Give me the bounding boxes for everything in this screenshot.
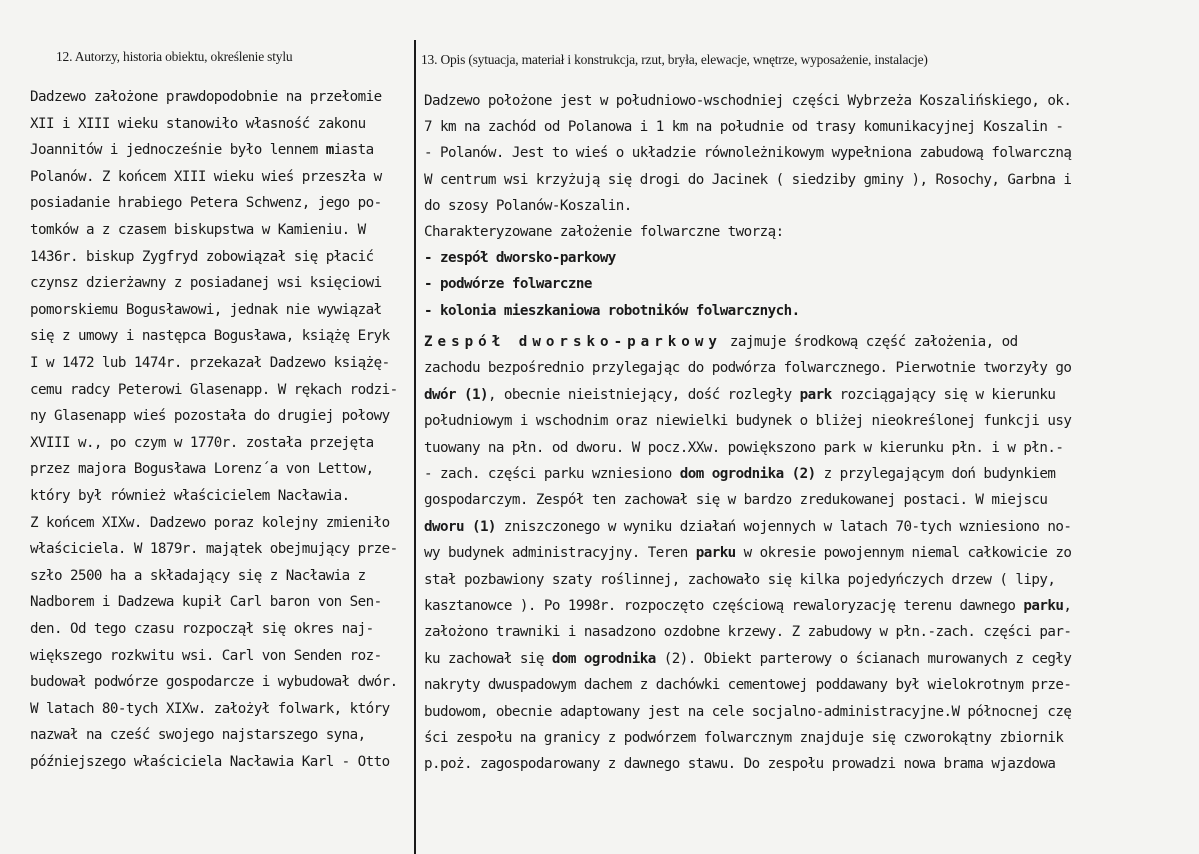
text-run: większego rozkwitu wsi. Carl von Senden roz- xyxy=(30,647,382,664)
text-line xyxy=(424,250,616,266)
text-run: czynsz dzierżawny z posiadanej wsi księciowi xyxy=(30,275,382,292)
text-line xyxy=(424,545,1071,561)
text-run: 7 km na zachód od Polanowa i 1 km na południe od trasy komunikacyjnej Koszalin - xyxy=(424,119,1064,136)
text-run: 1436r. biskup Zygfryd zobowiązał się płacić xyxy=(30,248,374,265)
text-run: XII i XIII wieku stanowiło własność zakonu xyxy=(30,115,366,132)
text-line xyxy=(424,119,1063,135)
text-run: szło 2500 ha a składający się z Nacławia z xyxy=(30,567,366,584)
text-line xyxy=(424,440,1063,456)
text-run: , xyxy=(1063,598,1072,614)
bold-text: - podwórze folwarczne xyxy=(424,276,592,293)
text-line xyxy=(424,93,1071,109)
text-run: gospodarczym. Zespół ten zachował się w bardzo zredukowanej postaci. W miejscu xyxy=(424,492,1048,509)
text-line xyxy=(424,145,1071,161)
text-line xyxy=(424,677,1071,693)
text-run: XVIII w., po czym w 1770r. została przejęta xyxy=(30,434,374,451)
text-line xyxy=(424,598,1071,614)
text-line xyxy=(30,435,374,451)
text-line xyxy=(30,541,398,557)
text-line xyxy=(30,701,390,717)
text-line xyxy=(424,172,1071,188)
text-line xyxy=(30,754,390,770)
text-run: Joannitów i jednocześnie było lennem xyxy=(30,142,326,159)
text-run: późniejszego właściciela Nacławia Karl - Otto xyxy=(30,754,390,770)
text-line xyxy=(30,621,374,637)
text-run: kasztanowce ). Po 1998r. rozpoczęto częściową rewaloryzację terenu dawnego xyxy=(424,598,1024,614)
text-line xyxy=(30,195,382,211)
text-line xyxy=(30,89,382,105)
text-line xyxy=(30,648,382,664)
text-line xyxy=(30,222,366,238)
bold-text: - zespół dworsko-parkowy xyxy=(424,250,616,267)
text-run: I w 1472 lub 1474r. przekazał Dadzewo książę- xyxy=(30,355,390,371)
text-run: założono trawniki i nasadzono ozdobne krzewy. Z zabudowy w płn.-zach. części par- xyxy=(424,624,1072,641)
text-line xyxy=(30,408,390,424)
text-run: cemu radcy Peterowi Glasenapp. W rękach rodzi- xyxy=(30,381,398,398)
text-line xyxy=(424,198,632,214)
text-run: pomorskiemu Bogusławowi, jednak nie wywiązał xyxy=(30,301,382,318)
text-line xyxy=(30,116,366,132)
text-line xyxy=(424,360,1071,376)
text-run: - Polanów. Jest to wieś o układzie równoleżnikowym wypełniona zabudową folwarczną xyxy=(424,145,1072,162)
text-run: w okresie powojennym niemal całkowicie zo xyxy=(735,545,1072,562)
text-line xyxy=(424,492,1047,508)
bold-text: park xyxy=(799,386,832,403)
bold-text: dom ogrodnika xyxy=(551,650,656,667)
text-line xyxy=(30,488,350,504)
text-run: rozciągający się w kierunku xyxy=(831,386,1056,403)
bold-text: dom ogrodnika (2) xyxy=(679,466,816,482)
text-run: Nadborem i Dadzewa kupił Carl baron von Sen- xyxy=(30,594,382,611)
text-line xyxy=(424,413,1071,429)
text-line xyxy=(424,334,1018,350)
text-run: - zach. części parku wzniesiono xyxy=(424,466,680,482)
text-line xyxy=(30,568,366,584)
text-run: Charakteryzowane założenie folwarczne tworzą: xyxy=(424,224,784,240)
text-line xyxy=(30,515,390,531)
text-run: Polanów. Z końcem XIII wieku wieś przeszła w xyxy=(30,168,382,185)
text-run: ku zachował się xyxy=(424,650,552,667)
text-line xyxy=(30,302,382,318)
bold-text: m xyxy=(325,142,334,159)
left-column-heading: 12. Autorzy, historia obiektu, określenie stylu xyxy=(56,49,293,64)
text-line xyxy=(30,727,366,743)
text-run: z przylegającym doń budynkiem xyxy=(815,466,1056,482)
text-line xyxy=(424,387,1055,403)
text-run: właściciela. W 1879r. majątek obejmujący prze- xyxy=(30,541,398,558)
text-run: den. Od tego czasu rozpoczął się okres naj- xyxy=(30,621,374,637)
text-line xyxy=(424,224,784,240)
text-line xyxy=(30,249,374,265)
text-line xyxy=(424,651,1071,667)
bold-text: parku xyxy=(1023,598,1064,614)
text-run: który był również właścicielem Nacławia. xyxy=(30,488,350,504)
text-line xyxy=(30,169,382,185)
text-line xyxy=(424,756,1055,772)
text-run: tuowany na płn. od dworu. W pocz.XXw. powiększono park w kierunku płn. i w płn.- xyxy=(424,439,1064,456)
bold-text: Zespół dworsko-parkowy xyxy=(424,334,722,350)
text-run: przez majora Bogusława Lorenz´a von Lettow, xyxy=(30,461,374,478)
text-run: Dadzewo założone prawdopodobnie na przełomie xyxy=(30,89,382,105)
text-run: się z umowy i następca Bogusława, książę Eryk xyxy=(30,328,390,345)
text-line xyxy=(30,594,382,610)
text-line xyxy=(30,355,390,371)
bold-text: dworu (1) xyxy=(424,518,496,535)
text-run: wy budynek administracyjny. Teren xyxy=(424,545,696,562)
text-run: zajmuje środkową część założenia, od xyxy=(721,334,1018,350)
text-line xyxy=(424,704,1071,720)
text-run: zachodu bezpośrednio przylegając do podwórza folwarcznego. Pierwotnie tworzyły go xyxy=(424,360,1072,377)
text-line xyxy=(30,275,382,291)
text-run: budowom, obecnie adaptowany jest na cele socjalno-administracyjne.W północnej czę xyxy=(424,703,1072,720)
text-line xyxy=(30,674,398,690)
text-line xyxy=(30,142,374,158)
text-run: p.poż. zagospodarowany z dawnego stawu. Do zespołu prowadzi nowa brama wjazdowa xyxy=(424,756,1056,773)
text-line xyxy=(424,730,1063,746)
text-line xyxy=(424,303,800,319)
text-run: tomków a z czasem biskupstwa w Kamieniu. W xyxy=(30,222,366,238)
text-run: budował podwórze gospodarcze i wybudował dwór. xyxy=(30,674,398,691)
bold-text: parku xyxy=(695,545,736,562)
column-divider xyxy=(414,40,416,854)
text-line xyxy=(30,382,398,398)
text-run: Dadzewo położone jest w południowo-wschodniej części Wybrzeża Koszalińskiego, ok. xyxy=(424,93,1072,109)
text-run: W centrum wsi krzyżują się drogi do Jacinek ( siedziby gminy ), Rosochy, Garbna i xyxy=(424,171,1072,188)
text-line xyxy=(30,461,374,477)
text-run: nazwał na cześć swojego najstarszego syna, xyxy=(30,727,366,744)
text-run: południowym i wschodnim oraz niewielki budynek o bliżej nieokreślonej funkcji usy xyxy=(424,413,1072,430)
text-run: (2). Obiekt parterowy o ścianach murowanych z cegły xyxy=(655,650,1072,667)
text-line xyxy=(424,466,1055,482)
text-run: zniszczonego w wyniku działań wojennych w latach 70-tych wzniesiono no- xyxy=(495,518,1072,535)
text-run: nakryty dwuspadowym dachem z dachówki cementowej poddawany był wielokrotnym prze- xyxy=(424,677,1072,694)
text-run: posiadanie hrabiego Petera Schwenz, jego po- xyxy=(30,195,382,212)
text-line xyxy=(424,519,1071,535)
text-run: W latach 80-tych XIXw. założył folwark, który xyxy=(30,700,390,717)
text-line xyxy=(424,276,592,292)
text-run: , obecnie nieistniejący, dość rozległy xyxy=(487,386,800,403)
text-run: do szosy Polanów-Koszalin. xyxy=(424,197,632,214)
text-run: ny Glasenapp wieś pozostała do drugiej połowy xyxy=(30,408,390,425)
text-line xyxy=(424,624,1071,640)
text-run: iasta xyxy=(333,142,374,159)
text-run: Z końcem XIXw. Dadzewo poraz kolejny zmieniło xyxy=(30,514,390,531)
bold-text: - kolonia mieszkaniowa robotników folwarcznych. xyxy=(424,302,800,319)
bold-text: dwór (1) xyxy=(424,386,488,403)
text-run: stał pozbawiony szaty roślinnej, zachowało się kilka pojedyńczych drzew ( lipy, xyxy=(424,571,1056,588)
text-line xyxy=(424,572,1055,588)
right-column-heading: 13. Opis (sytuacja, materiał i konstrukcja, rzut, bryła, elewacje, wnętrze, wyposażenie, instalacje) xyxy=(421,52,928,67)
text-run: ści zespołu na granicy z podwórzem folwarcznym znajduje się czworokątny zbiornik xyxy=(424,730,1064,746)
text-line xyxy=(30,328,390,344)
